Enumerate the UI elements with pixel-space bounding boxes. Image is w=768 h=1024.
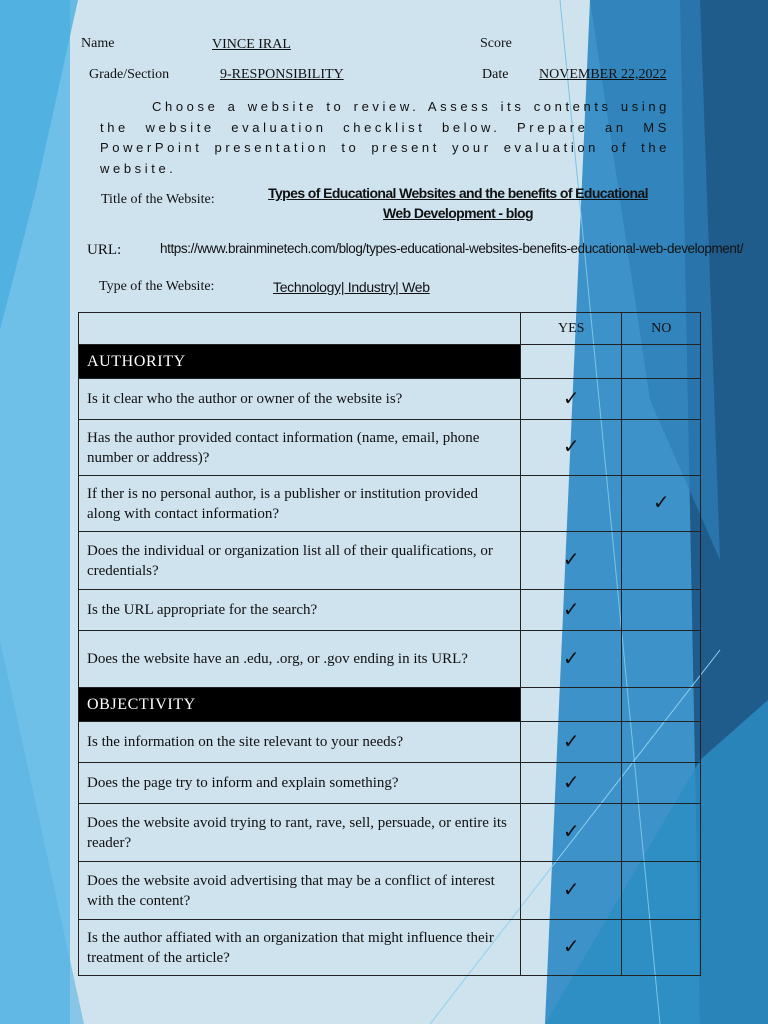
question-text: Is the author affiated with an organization that might influence their treatment of the article? [79, 920, 521, 976]
section-title-objectivity: OBJECTIVITY [79, 688, 521, 722]
no-answer-cell [622, 379, 701, 420]
name-value: VINCE IRAL [212, 37, 291, 52]
grade-section-label: Grade/Section [89, 67, 170, 82]
yes-column-header: YES [521, 313, 622, 345]
yes-answer-cell [521, 862, 622, 920]
question-row [79, 862, 701, 920]
check-mark-icon: ✓ [562, 728, 580, 753]
no-answer-cell [622, 920, 701, 976]
check-mark-icon: ✓ [562, 434, 580, 458]
url-value: https://www.brainminetech.com/blog/types-educational-websites-benefits-educational-web-development/ [160, 241, 744, 256]
question-row [79, 722, 701, 763]
question-text: Does the website avoid advertising that may be a conflict of interest with the content? [79, 862, 521, 920]
question-row [79, 420, 701, 476]
question-row [79, 476, 701, 532]
check-mark-icon: ✓ [562, 934, 580, 958]
website-title-label: Title of the Website: [101, 192, 215, 207]
no-column-header: NO [622, 313, 701, 345]
check-mark-icon: ✓ [562, 877, 580, 901]
question-row [79, 590, 701, 631]
section-no-cell [622, 345, 701, 379]
no-answer-cell [622, 763, 701, 804]
no-answer-cell [622, 420, 701, 476]
question-text: Does the page try to inform and explain something? [79, 763, 521, 804]
check-mark-icon: ✓ [562, 596, 580, 621]
question-text: Has the author provided contact information (name, email, phone number or address)? [79, 420, 521, 476]
date-value: NOVEMBER 22,2022 [539, 67, 667, 82]
checklist-body [79, 313, 701, 976]
evaluation-checklist-table [78, 312, 701, 976]
section-yes-cell [521, 345, 622, 379]
grade-section-value: 9-RESPONSIBILITY [220, 67, 344, 82]
website-type-label: Type of the Website: [99, 279, 215, 294]
website-title-value: Types of Educational Websites and the benefits of Educational Web Development - blog [268, 185, 648, 221]
no-answer-cell [622, 476, 701, 532]
yes-answer-cell [521, 804, 622, 862]
date-label: Date [482, 67, 509, 82]
question-text: Is it clear who the author or owner of the website is? [79, 379, 521, 420]
question-text: Does the individual or organization list all of their qualifications, or credentials? [79, 532, 521, 590]
name-label: Name [81, 36, 115, 51]
website-type-value: Technology| Industry| Web [273, 279, 430, 295]
no-answer-cell [622, 804, 701, 862]
question-row [79, 631, 701, 688]
check-mark-icon: ✓ [562, 547, 580, 571]
question-row [79, 920, 701, 976]
question-row [79, 532, 701, 590]
score-label: Score [480, 36, 512, 51]
question-text: Does the website avoid trying to rant, rave, sell, persuade, or entire its reader? [79, 804, 521, 862]
yes-answer-cell [521, 722, 622, 763]
section-header-row-authority [79, 345, 701, 379]
section-header-row-objectivity [79, 688, 701, 722]
yes-answer-cell [521, 420, 622, 476]
no-answer-cell [622, 722, 701, 763]
no-answer-cell [622, 862, 701, 920]
yes-answer-cell [521, 532, 622, 590]
yes-answer-cell [521, 379, 622, 420]
question-row [79, 763, 701, 804]
instructions-paragraph: Choose a website to review. Assess its contents using the website evaluation checklist below. Prepare an MS PowerPoint presentation to present your evaluation of the website. [100, 99, 670, 176]
check-mark-icon: ✓ [652, 490, 670, 514]
section-title-authority: AUTHORITY [79, 345, 521, 379]
url-label: URL: [87, 242, 122, 258]
check-mark-icon: ✓ [562, 769, 580, 794]
section-yes-cell [521, 688, 622, 722]
yes-answer-cell [521, 763, 622, 804]
no-answer-cell [622, 590, 701, 631]
question-row [79, 804, 701, 862]
yes-answer-cell [521, 590, 622, 631]
question-row [79, 379, 701, 420]
yes-answer-cell [521, 476, 622, 532]
yes-answer-cell [521, 920, 622, 976]
no-answer-cell [622, 532, 701, 590]
yes-answer-cell [521, 631, 622, 688]
column-header-row [79, 313, 701, 345]
check-mark-icon: ✓ [562, 645, 580, 670]
no-answer-cell [622, 631, 701, 688]
question-text: If ther is no personal author, is a publisher or institution provided along with contact information? [79, 476, 521, 532]
section-no-cell [622, 688, 701, 722]
question-text: Is the URL appropriate for the search? [79, 590, 521, 631]
check-mark-icon: ✓ [562, 819, 580, 843]
question-text: Does the website have an .edu, .org, or .gov ending in its URL? [79, 631, 521, 688]
question-text: Is the information on the site relevant to your needs? [79, 722, 521, 763]
check-mark-icon: ✓ [562, 385, 580, 410]
blank-header-cell [79, 313, 521, 345]
